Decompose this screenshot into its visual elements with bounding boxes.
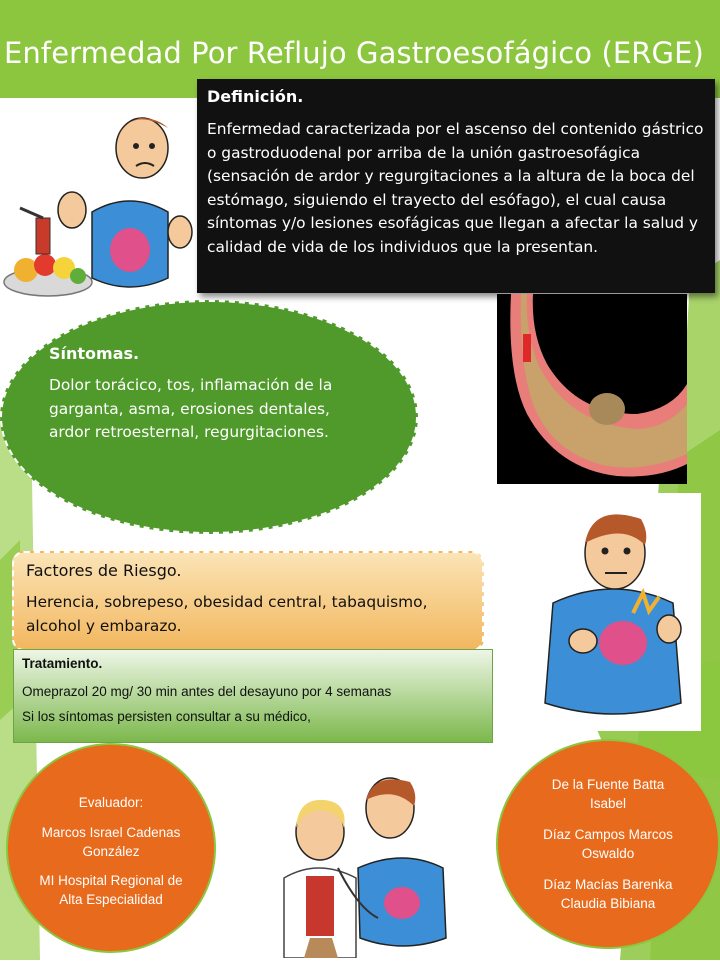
cartoon-man-heartburn-image: [523, 493, 701, 731]
evaluator-name: Marcos Israel Cadenas González: [41, 825, 181, 859]
definition-text: Enfermedad caracterizada por el ascenso del contenido gástrico o gastroduodenal por arriba de la unión gastroesofágica (sensación de ardor y regurgitaciones a la altura de la boca del estómago, siguiendo el trayecto del esófago), el cual causa síntomas y/o lesiones esofágicas que llegan a afectar la salud y calidad de vida de los individuos que la presentan.: [207, 120, 704, 256]
evaluator-label: Evaluador:: [78, 795, 144, 810]
evaluator-circle: [6, 743, 216, 953]
treatment-heading: Tratamiento.: [22, 656, 103, 671]
author-1: De la Fuente Batta Isabel: [551, 777, 665, 811]
treatment-box: [13, 649, 493, 743]
authors-circle: [496, 739, 720, 949]
author-3: Díaz Macías Barenka Claudia Bibiana: [543, 877, 673, 911]
risk-heading: Factores de Riesgo.: [26, 561, 182, 580]
symptoms-heading: Síntomas.: [49, 344, 140, 363]
author-2: Díaz Campos Marcos Oswaldo: [543, 827, 673, 861]
definition-heading: Definición.: [207, 87, 304, 106]
evaluator-institution: MI Hospital Regional de Alta Especialidad: [39, 873, 183, 907]
risk-text: Herencia, sobrepeso, obesidad central, tabaquismo, alcohol y embarazo.: [26, 593, 428, 635]
symptoms-ellipse: [0, 300, 418, 534]
treatment-line-2: Si los síntomas persisten consultar a su médico,: [22, 709, 311, 724]
risk-factors-box: [12, 551, 484, 651]
doctor-patient-cartoon-image: [278, 768, 458, 958]
definition-box: [197, 79, 715, 293]
symptoms-text: Dolor torácico, tos, inflamación de la garganta, asma, erosiones dentales, ardor retroesternal, regurgitaciones.: [49, 376, 333, 442]
page-title: Enfermedad Por Reflujo Gastroesofágico (ERGE): [4, 36, 704, 70]
cartoon-man-refusing-food-image: [0, 100, 195, 310]
stomach-illustration: [497, 294, 687, 484]
treatment-line-1: Omeprazol 20 mg/ 30 min antes del desayuno por 4 semanas: [22, 684, 392, 699]
